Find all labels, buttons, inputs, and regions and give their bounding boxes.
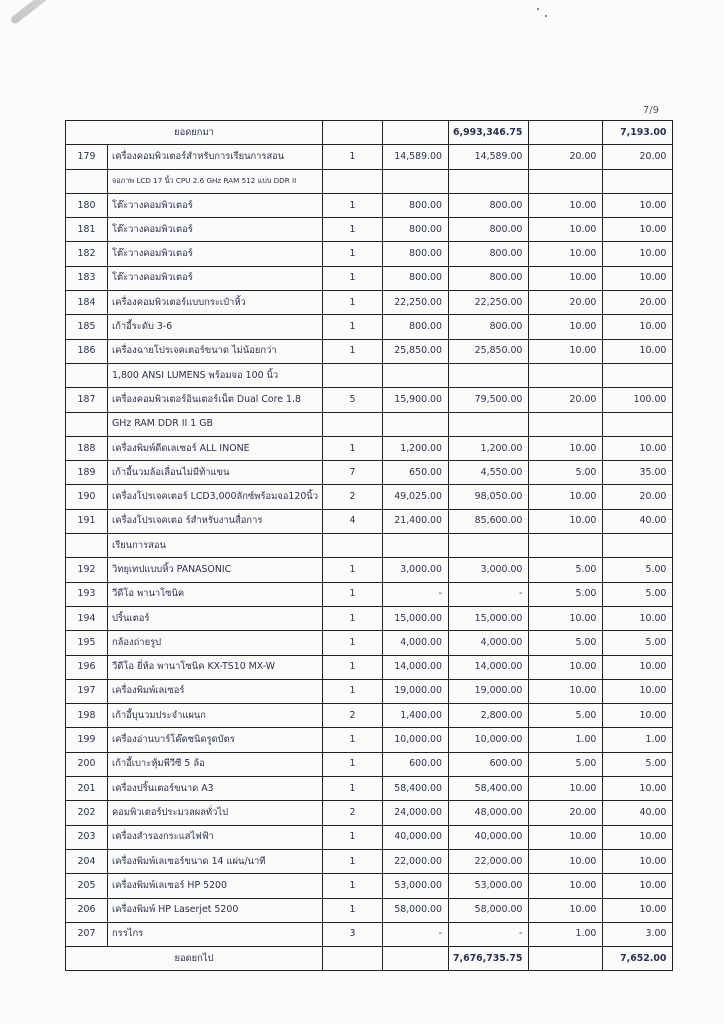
table-row bbox=[66, 922, 673, 946]
item-description: เครื่องพิมพ์เลเซอร์ HP 5200 bbox=[108, 874, 323, 898]
item-depreciation: 20.00 bbox=[603, 485, 673, 509]
table-row bbox=[66, 266, 673, 290]
brought-forward-amount: 6,993,346.75 bbox=[448, 121, 528, 145]
item-description: เครื่องคอมพิวเตอร์สำหรับการเรียนการสอน bbox=[108, 145, 323, 169]
table-row bbox=[66, 606, 673, 630]
table-row bbox=[66, 388, 673, 412]
item-quantity: 1 bbox=[322, 679, 382, 703]
item-amount: 600.00 bbox=[448, 752, 528, 776]
item-amount: - bbox=[448, 922, 528, 946]
table-row bbox=[66, 777, 673, 801]
item-description: เก้าอี้ระดับ 3-6 bbox=[108, 315, 323, 339]
item-amount: 15,000.00 bbox=[448, 606, 528, 630]
item-rate: 20.00 bbox=[529, 801, 603, 825]
item-description: เก้าอี้เบาะหุ้มพีวีซี 5 ล้อ bbox=[108, 752, 323, 776]
item-number: 190 bbox=[66, 485, 108, 509]
table-row bbox=[66, 728, 673, 752]
empty-cell bbox=[529, 947, 603, 971]
item-unit-price: 3,000.00 bbox=[382, 558, 448, 582]
item-depreciation: 10.00 bbox=[603, 436, 673, 460]
item-number: 195 bbox=[66, 631, 108, 655]
table-row bbox=[66, 315, 673, 339]
item-amount: 25,850.00 bbox=[448, 339, 528, 363]
item-rate: 10.00 bbox=[529, 606, 603, 630]
item-quantity bbox=[322, 169, 382, 193]
item-quantity: 1 bbox=[322, 145, 382, 169]
item-depreciation: 10.00 bbox=[603, 266, 673, 290]
item-rate: 10.00 bbox=[529, 679, 603, 703]
item-quantity: 3 bbox=[322, 922, 382, 946]
item-number: 183 bbox=[66, 266, 108, 290]
carried-forward-amount: 7,676,735.75 bbox=[448, 947, 528, 971]
item-number bbox=[66, 412, 108, 436]
item-rate: 10.00 bbox=[529, 509, 603, 533]
item-unit-price: 22,250.00 bbox=[382, 291, 448, 315]
table-row bbox=[66, 169, 673, 193]
item-description: เครื่องโปรเจคเตอ ร์สำหรับงานสื่อการ bbox=[108, 509, 323, 533]
item-unit-price: 800.00 bbox=[382, 193, 448, 217]
item-number: 192 bbox=[66, 558, 108, 582]
item-description: โต๊ะวางคอมพิวเตอร์ bbox=[108, 193, 323, 217]
item-depreciation: 5.00 bbox=[603, 752, 673, 776]
item-unit-price: 24,000.00 bbox=[382, 801, 448, 825]
item-description: เครื่องพิมพ์เลเซอร์ bbox=[108, 679, 323, 703]
item-unit-price: 21,400.00 bbox=[382, 509, 448, 533]
item-number: 205 bbox=[66, 874, 108, 898]
item-description: เครื่องโปรเจคเตอร์ LCD3,000ลักซ์พร้อมจอ120นิ้ว bbox=[108, 485, 323, 509]
item-amount: 40,000.00 bbox=[448, 825, 528, 849]
item-description: เครื่องอ่านบาร์โค๊ดชนิดรูดบัตร bbox=[108, 728, 323, 752]
item-amount: - bbox=[448, 582, 528, 606]
item-rate: 10.00 bbox=[529, 266, 603, 290]
item-amount: 10,000.00 bbox=[448, 728, 528, 752]
item-rate: 10.00 bbox=[529, 242, 603, 266]
item-depreciation bbox=[603, 534, 673, 558]
item-number: 199 bbox=[66, 728, 108, 752]
item-depreciation: 10.00 bbox=[603, 242, 673, 266]
item-rate: 10.00 bbox=[529, 485, 603, 509]
item-rate: 20.00 bbox=[529, 145, 603, 169]
scan-edge-mark bbox=[10, 0, 109, 25]
item-quantity: 2 bbox=[322, 704, 382, 728]
item-amount: 800.00 bbox=[448, 242, 528, 266]
carried-forward-row bbox=[66, 947, 673, 971]
item-number: 186 bbox=[66, 339, 108, 363]
item-quantity bbox=[322, 363, 382, 387]
item-number: 201 bbox=[66, 777, 108, 801]
item-unit-price bbox=[382, 412, 448, 436]
item-unit-price: 22,000.00 bbox=[382, 849, 448, 873]
item-number: 196 bbox=[66, 655, 108, 679]
item-depreciation: 10.00 bbox=[603, 655, 673, 679]
item-depreciation: 10.00 bbox=[603, 339, 673, 363]
item-number bbox=[66, 534, 108, 558]
item-quantity: 1 bbox=[322, 582, 382, 606]
item-amount: 4,550.00 bbox=[448, 461, 528, 485]
item-description: เครื่องพิมพ์เลเซอร์ขนาด 14 แผ่น/นาที bbox=[108, 849, 323, 873]
table-row bbox=[66, 704, 673, 728]
item-quantity: 4 bbox=[322, 509, 382, 533]
item-quantity: 1 bbox=[322, 193, 382, 217]
item-number: 187 bbox=[66, 388, 108, 412]
table-row bbox=[66, 509, 673, 533]
table-row bbox=[66, 242, 673, 266]
item-depreciation: 10.00 bbox=[603, 606, 673, 630]
item-quantity: 7 bbox=[322, 461, 382, 485]
item-rate: 10.00 bbox=[529, 315, 603, 339]
table-row bbox=[66, 436, 673, 460]
item-unit-price: - bbox=[382, 582, 448, 606]
item-description: กรรไกร bbox=[108, 922, 323, 946]
item-depreciation bbox=[603, 169, 673, 193]
item-depreciation: 10.00 bbox=[603, 874, 673, 898]
item-rate: 10.00 bbox=[529, 436, 603, 460]
item-rate: 10.00 bbox=[529, 193, 603, 217]
item-rate bbox=[529, 412, 603, 436]
item-amount: 19,000.00 bbox=[448, 679, 528, 703]
item-quantity: 1 bbox=[322, 655, 382, 679]
table-row bbox=[66, 655, 673, 679]
table-row bbox=[66, 485, 673, 509]
item-unit-price: 15,000.00 bbox=[382, 606, 448, 630]
item-quantity: 1 bbox=[322, 849, 382, 873]
item-depreciation: 20.00 bbox=[603, 291, 673, 315]
table-row bbox=[66, 193, 673, 217]
item-unit-price: 800.00 bbox=[382, 218, 448, 242]
empty-cell bbox=[322, 947, 382, 971]
item-quantity: 1 bbox=[322, 436, 382, 460]
brought-forward-label: ยอดยกมา bbox=[66, 121, 323, 145]
item-depreciation: 5.00 bbox=[603, 582, 673, 606]
item-description: วิทยุเทปแบบหิ้ว PANASONIC bbox=[108, 558, 323, 582]
item-unit-price: 600.00 bbox=[382, 752, 448, 776]
item-depreciation bbox=[603, 412, 673, 436]
carried-forward-depreciation: 7,652.00 bbox=[603, 947, 673, 971]
item-number: 180 bbox=[66, 193, 108, 217]
table-row bbox=[66, 679, 673, 703]
item-unit-price: 58,400.00 bbox=[382, 777, 448, 801]
item-unit-price: 1,400.00 bbox=[382, 704, 448, 728]
item-unit-price: 4,000.00 bbox=[382, 631, 448, 655]
item-unit-price: 800.00 bbox=[382, 242, 448, 266]
item-depreciation: 35.00 bbox=[603, 461, 673, 485]
item-description: คอมพิวเตอร์ประมวลผลทั่วไป bbox=[108, 801, 323, 825]
item-quantity: 1 bbox=[322, 291, 382, 315]
empty-cell bbox=[382, 947, 448, 971]
item-rate: 1.00 bbox=[529, 922, 603, 946]
item-depreciation: 100.00 bbox=[603, 388, 673, 412]
item-description: เครื่องพิมพ์ HP Laserjet 5200 bbox=[108, 898, 323, 922]
item-depreciation: 10.00 bbox=[603, 704, 673, 728]
item-description: วีดีโอ ยี่ห้อ พานาโซนิค KX-TS10 MX-W bbox=[108, 655, 323, 679]
item-depreciation: 10.00 bbox=[603, 898, 673, 922]
item-rate bbox=[529, 169, 603, 193]
item-depreciation: 10.00 bbox=[603, 777, 673, 801]
item-number: 202 bbox=[66, 801, 108, 825]
item-rate: 20.00 bbox=[529, 388, 603, 412]
item-number: 203 bbox=[66, 825, 108, 849]
table-row bbox=[66, 898, 673, 922]
item-number: 200 bbox=[66, 752, 108, 776]
item-amount bbox=[448, 412, 528, 436]
item-amount: 85,600.00 bbox=[448, 509, 528, 533]
item-unit-price bbox=[382, 534, 448, 558]
item-description: เก้าอี้บุนวมประจำแผนก bbox=[108, 704, 323, 728]
item-rate bbox=[529, 534, 603, 558]
brought-forward-row bbox=[66, 121, 673, 145]
item-amount: 800.00 bbox=[448, 315, 528, 339]
item-number: 184 bbox=[66, 291, 108, 315]
item-unit-price: 650.00 bbox=[382, 461, 448, 485]
empty-cell bbox=[529, 121, 603, 145]
item-quantity: 2 bbox=[322, 485, 382, 509]
item-number: 206 bbox=[66, 898, 108, 922]
item-amount: 22,000.00 bbox=[448, 849, 528, 873]
item-rate: 10.00 bbox=[529, 825, 603, 849]
item-description: ปริ้นเตอร์ bbox=[108, 606, 323, 630]
item-amount: 98,050.00 bbox=[448, 485, 528, 509]
item-rate: 1.00 bbox=[529, 728, 603, 752]
item-unit-price: 800.00 bbox=[382, 266, 448, 290]
table-row bbox=[66, 291, 673, 315]
item-rate: 10.00 bbox=[529, 655, 603, 679]
item-quantity: 1 bbox=[322, 777, 382, 801]
item-depreciation: 10.00 bbox=[603, 849, 673, 873]
table-row bbox=[66, 558, 673, 582]
item-depreciation bbox=[603, 363, 673, 387]
item-depreciation: 3.00 bbox=[603, 922, 673, 946]
item-unit-price: 40,000.00 bbox=[382, 825, 448, 849]
item-description: กล้องถ่ายรูป bbox=[108, 631, 323, 655]
item-amount: 800.00 bbox=[448, 218, 528, 242]
item-amount: 58,400.00 bbox=[448, 777, 528, 801]
table-row bbox=[66, 582, 673, 606]
item-unit-price: 19,000.00 bbox=[382, 679, 448, 703]
item-rate: 5.00 bbox=[529, 582, 603, 606]
item-depreciation: 10.00 bbox=[603, 193, 673, 217]
table-row bbox=[66, 339, 673, 363]
item-unit-price: 14,589.00 bbox=[382, 145, 448, 169]
item-number: 189 bbox=[66, 461, 108, 485]
item-description: เครื่องคอมพิวเตอร์แบบกระเป๋าหิ้ว bbox=[108, 291, 323, 315]
scan-speck bbox=[545, 15, 547, 17]
item-amount: 1,200.00 bbox=[448, 436, 528, 460]
page-number: 7/9 bbox=[642, 105, 659, 116]
item-number bbox=[66, 169, 108, 193]
item-quantity: 1 bbox=[322, 558, 382, 582]
item-amount: 58,000.00 bbox=[448, 898, 528, 922]
item-rate: 10.00 bbox=[529, 849, 603, 873]
item-unit-price bbox=[382, 169, 448, 193]
item-amount: 14,589.00 bbox=[448, 145, 528, 169]
item-quantity: 1 bbox=[322, 631, 382, 655]
table-row bbox=[66, 825, 673, 849]
item-depreciation: 40.00 bbox=[603, 801, 673, 825]
item-amount: 800.00 bbox=[448, 266, 528, 290]
item-description: เก้าอี้นวมล้อเลื่อนไม่มีท้าแขน bbox=[108, 461, 323, 485]
item-amount: 4,000.00 bbox=[448, 631, 528, 655]
item-rate: 10.00 bbox=[529, 777, 603, 801]
item-quantity bbox=[322, 534, 382, 558]
item-description: เครื่องฉายโปรเจคเตอร์ขนาด ไม่น้อยกว่า bbox=[108, 339, 323, 363]
item-amount: 79,500.00 bbox=[448, 388, 528, 412]
item-amount: 3,000.00 bbox=[448, 558, 528, 582]
table-row bbox=[66, 145, 673, 169]
item-amount bbox=[448, 169, 528, 193]
item-number: 179 bbox=[66, 145, 108, 169]
item-number: 193 bbox=[66, 582, 108, 606]
empty-cell bbox=[322, 121, 382, 145]
item-rate: 10.00 bbox=[529, 898, 603, 922]
item-unit-price: 58,000.00 bbox=[382, 898, 448, 922]
table-row bbox=[66, 412, 673, 436]
item-number: 181 bbox=[66, 218, 108, 242]
item-rate: 10.00 bbox=[529, 874, 603, 898]
item-description: โต๊ะวางคอมพิวเตอร์ bbox=[108, 266, 323, 290]
item-number: 191 bbox=[66, 509, 108, 533]
table-row bbox=[66, 461, 673, 485]
item-description: เครื่องพิมพ์ดีดเลเซอร์ ALL INONE bbox=[108, 436, 323, 460]
table-row bbox=[66, 534, 673, 558]
item-number: 197 bbox=[66, 679, 108, 703]
item-unit-price: 53,000.00 bbox=[382, 874, 448, 898]
table-row bbox=[66, 218, 673, 242]
item-depreciation: 20.00 bbox=[603, 145, 673, 169]
item-number: 207 bbox=[66, 922, 108, 946]
item-rate bbox=[529, 363, 603, 387]
empty-cell bbox=[382, 121, 448, 145]
item-amount: 2,800.00 bbox=[448, 704, 528, 728]
item-description: เครื่องคอมพิวเตอร์อินเตอร์เน็ต Dual Core 1.8 bbox=[108, 388, 323, 412]
item-quantity: 1 bbox=[322, 315, 382, 339]
item-unit-price: 800.00 bbox=[382, 315, 448, 339]
item-quantity: 1 bbox=[322, 339, 382, 363]
item-rate: 10.00 bbox=[529, 339, 603, 363]
item-number: 185 bbox=[66, 315, 108, 339]
item-amount bbox=[448, 534, 528, 558]
item-description: GHz RAM DDR II 1 GB bbox=[108, 412, 323, 436]
table-row bbox=[66, 849, 673, 873]
table-row bbox=[66, 752, 673, 776]
item-rate: 20.00 bbox=[529, 291, 603, 315]
table-row bbox=[66, 631, 673, 655]
item-amount: 22,250.00 bbox=[448, 291, 528, 315]
item-unit-price bbox=[382, 363, 448, 387]
item-depreciation: 40.00 bbox=[603, 509, 673, 533]
item-depreciation: 5.00 bbox=[603, 631, 673, 655]
item-depreciation: 10.00 bbox=[603, 315, 673, 339]
item-amount bbox=[448, 363, 528, 387]
item-description: โต๊ะวางคอมพิวเตอร์ bbox=[108, 242, 323, 266]
item-amount: 53,000.00 bbox=[448, 874, 528, 898]
asset-ledger-table bbox=[65, 120, 673, 971]
item-quantity bbox=[322, 412, 382, 436]
item-depreciation: 5.00 bbox=[603, 558, 673, 582]
item-number: 194 bbox=[66, 606, 108, 630]
brought-forward-depreciation: 7,193.00 bbox=[603, 121, 673, 145]
item-number: 198 bbox=[66, 704, 108, 728]
item-depreciation: 10.00 bbox=[603, 679, 673, 703]
item-amount: 48,000.00 bbox=[448, 801, 528, 825]
item-rate: 5.00 bbox=[529, 752, 603, 776]
item-depreciation: 1.00 bbox=[603, 728, 673, 752]
item-depreciation: 10.00 bbox=[603, 825, 673, 849]
item-description: วีดีโอ พานาโซนิค bbox=[108, 582, 323, 606]
item-number: 188 bbox=[66, 436, 108, 460]
item-quantity: 5 bbox=[322, 388, 382, 412]
item-quantity: 1 bbox=[322, 266, 382, 290]
item-quantity: 1 bbox=[322, 874, 382, 898]
item-rate: 10.00 bbox=[529, 218, 603, 242]
item-quantity: 1 bbox=[322, 898, 382, 922]
item-unit-price: - bbox=[382, 922, 448, 946]
item-depreciation: 10.00 bbox=[603, 218, 673, 242]
item-quantity: 1 bbox=[322, 242, 382, 266]
carried-forward-label: ยอดยกไป bbox=[66, 947, 323, 971]
item-rate: 5.00 bbox=[529, 558, 603, 582]
item-unit-price: 10,000.00 bbox=[382, 728, 448, 752]
item-quantity: 1 bbox=[322, 606, 382, 630]
item-unit-price: 14,000.00 bbox=[382, 655, 448, 679]
scan-speck bbox=[537, 8, 539, 10]
item-rate: 5.00 bbox=[529, 704, 603, 728]
item-description: เครื่องปริ้นเตอร์ขนาด A3 bbox=[108, 777, 323, 801]
item-number bbox=[66, 363, 108, 387]
item-description: โต๊ะวางคอมพิวเตอร์ bbox=[108, 218, 323, 242]
table-row bbox=[66, 801, 673, 825]
item-quantity: 1 bbox=[322, 218, 382, 242]
item-description: 1,800 ANSI LUMENS พร้อมจอ 100 นิ้ว bbox=[108, 363, 323, 387]
item-quantity: 1 bbox=[322, 728, 382, 752]
table-row bbox=[66, 874, 673, 898]
item-amount: 800.00 bbox=[448, 193, 528, 217]
item-number: 204 bbox=[66, 849, 108, 873]
item-quantity: 1 bbox=[322, 825, 382, 849]
item-quantity: 2 bbox=[322, 801, 382, 825]
item-unit-price: 1,200.00 bbox=[382, 436, 448, 460]
item-unit-price: 15,900.00 bbox=[382, 388, 448, 412]
item-description: เรียนการสอน bbox=[108, 534, 323, 558]
item-description: เครื่องสำรองกระแสไฟฟ้า bbox=[108, 825, 323, 849]
item-rate: 5.00 bbox=[529, 631, 603, 655]
item-unit-price: 25,850.00 bbox=[382, 339, 448, 363]
item-unit-price: 49,025.00 bbox=[382, 485, 448, 509]
item-number: 182 bbox=[66, 242, 108, 266]
table-row bbox=[66, 363, 673, 387]
item-quantity: 1 bbox=[322, 752, 382, 776]
item-rate: 5.00 bbox=[529, 461, 603, 485]
item-description: จอภาพ LCD 17 นิ้ว CPU 2.6 GHz RAM 512 แบบ DDR II bbox=[108, 169, 323, 193]
item-amount: 14,000.00 bbox=[448, 655, 528, 679]
